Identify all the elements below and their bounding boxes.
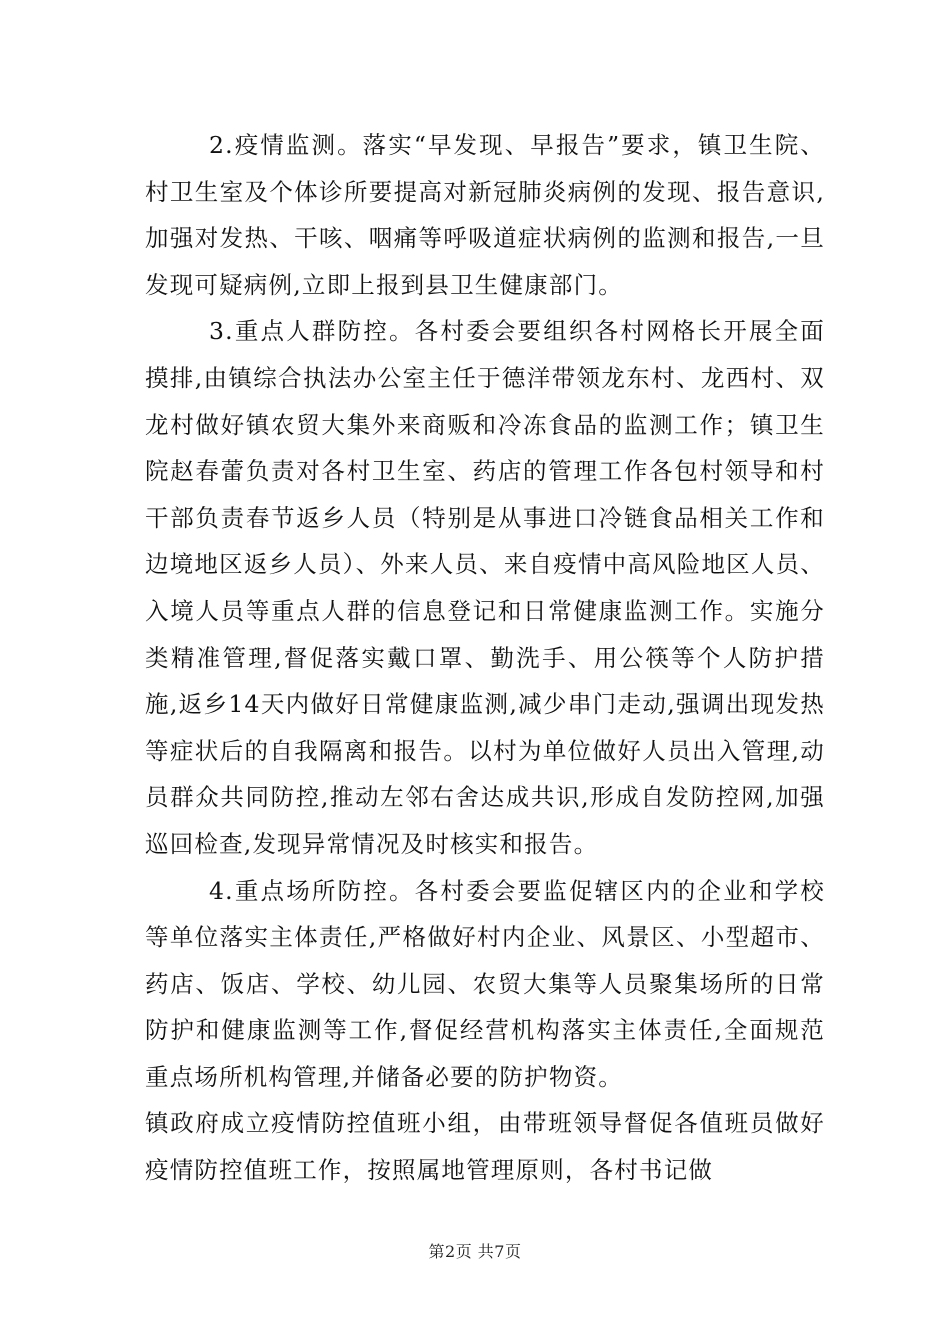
paragraph-duty-team: 镇政府成立疫情防控值班小组，由带班领导督促各值班员做好疫情防控值班工作，按照属地管理原则，各村书记做 — [145, 1109, 825, 1185]
document-body — [145, 122, 825, 1194]
paragraph-key-population-control: 3.重点人群防控。各村委会要组织各村网格长开展全面摸排,由镇综合执法办公室主任于德洋带领龙东村、龙西村、双龙村做好镇农贸大集外来商贩和冷冻食品的监测工作；镇卫生院赵春蕾负责对各村卫生室、药店的管理工作各包村领导和村干部负责春节返乡人员（特别是从事进口冷链食品相关工作和边境地区返乡人员）、外来人员、来自疫情中高风险地区人员、入境人员等重点人群的信息登记和日常健康监测工作。实施分类精准管理,督促落实戴口罩、勤洗手、用公筷等个人防护措施,返乡14天内做好日常健康监测,减少串门走动,强调出现发热等症状后的自我隔离和报告。以村为单位做好人员出入管理,动员群众共同防控,推动左邻右舍达成共识,形成自发防控网,加强巡回检查,发现异常情况及时核实和报告。 — [145, 317, 825, 858]
page-number-footer: 第2页 共7页 — [428, 1242, 522, 1261]
paragraph-key-venue-control: 4.重点场所防控。各村委会要监促辖区内的企业和学校等单位落实主体责任,严格做好村内企业、风景区、小型超市、药店、饭店、学校、幼儿园、农贸大集等人员聚集场所的日常防护和健康监测等工作,督促经营机构落实主体责任,全面规范重点场所机构管理,并储备必要的防护物资。 — [145, 876, 825, 1091]
paragraph-epidemic-monitoring: 2.疫情监测。落实“早发现、早报告”要求，镇卫生院、村卫生室及个体诊所要提高对新冠肺炎病例的发现、报告意识,加强对发热、干咳、咽痛等呼吸道症状病例的监测和报告,一旦发现可疑病例,立即上报到县卫生健康部门。 — [145, 131, 825, 299]
